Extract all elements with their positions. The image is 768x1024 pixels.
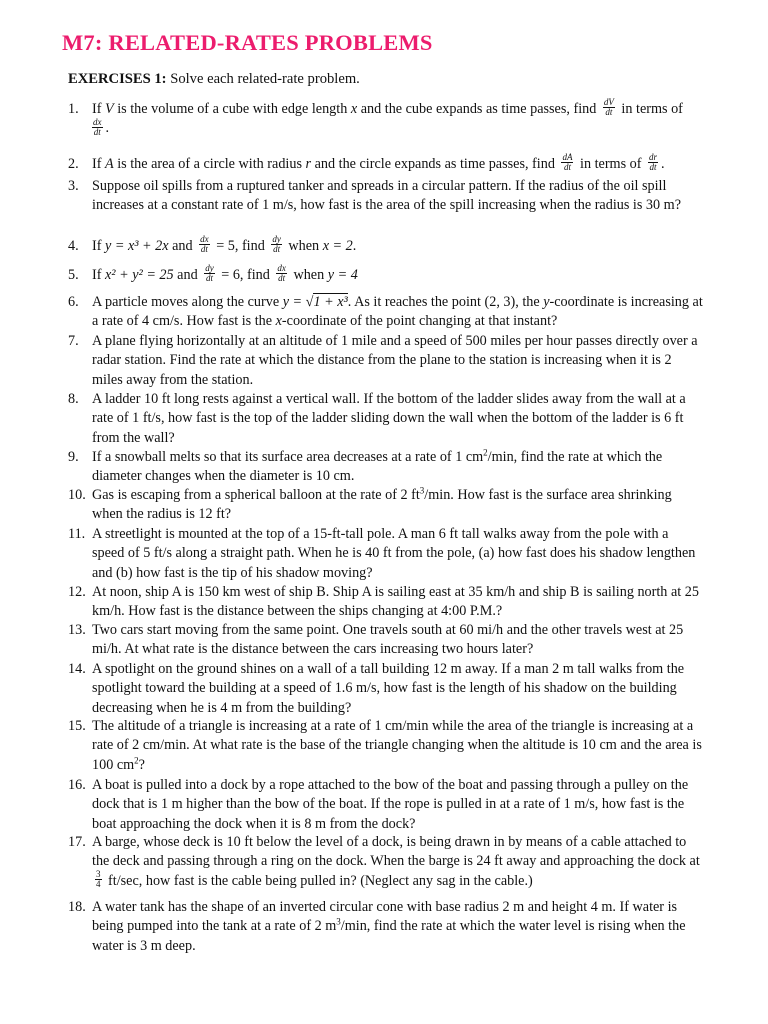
problem-4	[68, 234, 704, 256]
problem-8	[68, 390, 704, 448]
problem-13	[68, 621, 704, 660]
problem-text: The altitude of a triangle is increasing at a rate of 1 cm/min while the area of the triangle is increasing at a rate of 2 cm/min. At what rate is the base of the triangle changing when the altitude is 10 cm and the area is 100 $cm^2$?	[92, 718, 702, 773]
exercise-heading	[68, 69, 360, 89]
problem-15	[68, 717, 704, 775]
problem-14	[68, 660, 704, 718]
problem-text: If y = x³ + 2x and $\frac{dx}{dt}$ = 5, find $\frac{dy}{dt}$ when x = 2.	[92, 234, 357, 255]
problem-text: Gas is escaping from a spherical balloon at the rate of 2 $ft^3/\min$. How fast is the surface area shrinking when the radius is 12 ft?	[92, 485, 672, 523]
problem-number: 1.	[68, 101, 79, 117]
problem-number: 9.	[68, 449, 79, 465]
fraction: $\frac{dx}{dt}$	[200, 234, 209, 255]
problem-number: 14.	[68, 661, 86, 677]
problem-number: 10.	[68, 487, 86, 503]
problem-1	[68, 97, 704, 139]
problem-17	[68, 833, 704, 891]
problem-3	[68, 177, 704, 216]
problem-9	[68, 448, 704, 487]
problem-text: A barge, whose deck is 10 ft below the level of a dock, is being drawn in by means of a cable attached to the deck and passing through a ring on the dock. When the barge is 24 ft away and approaching the dock at $\frac{3}{4}$ ft/sec, how fast is the cable being pulled in? (Neglect any sag in the cable.)	[92, 834, 700, 890]
fraction: $\frac{dx}{dt}$	[93, 116, 102, 137]
problem-text: Two cars start moving from the same point. One travels south at 60 mi/h and the other travels west at 25 mi/h. At what rate is the distance between the cars increasing two hours later?	[92, 622, 684, 658]
fraction: $\frac{3}{4}$	[96, 869, 101, 890]
problem-16	[68, 776, 704, 834]
problem-2	[68, 152, 704, 174]
problem-5	[68, 263, 704, 285]
problem-number: 6.	[68, 294, 79, 310]
problem-number: 3.	[68, 178, 79, 194]
problem-text: Suppose oil spills from a ruptured tanker and spreads in a circular pattern. If the radius of the oil spill increases at a constant rate of 1 m/s, how fast is the area of the spill increasing when the radius is 30 m?	[92, 178, 681, 214]
fraction: $\frac{dy}{dt}$	[205, 263, 214, 284]
problem-text: A ladder 10 ft long rests against a vertical wall. If the bottom of the ladder slides away from the wall at a rate of 1 ft/s, how fast is the top of the ladder sliding down the wall when the bottom of the ladder is 6 ft from the wall?	[92, 391, 686, 446]
problem-number: 13.	[68, 622, 86, 638]
problem-number: 7.	[68, 333, 79, 349]
problem-text: A particle moves along the curve y = √1 + x³. As it reaches the point (2, 3), the y-coordinate is increasing at a rate of 4 cm/s. How fast is the x-coordinate of the point changing at that instant?	[92, 294, 703, 330]
exercise-instruction: Solve each related-rate problem.	[170, 71, 360, 87]
fraction: $\frac{dV}{dt}$	[603, 97, 614, 118]
problem-text: A plane flying horizontally at an altitude of 1 mile and a speed of 500 miles per hour passes directly over a radar station. Find the rate at which the distance from the plane to the station is increasing when it is 2 miles away from the station.	[92, 333, 698, 388]
fraction: $\frac{dy}{dt}$	[272, 234, 281, 255]
problem-number: 12.	[68, 584, 86, 600]
problem-text: At noon, ship A is 150 km west of ship B. Ship A is sailing east at 35 km/h and ship B is sailing north at 25 km/h. How fast is the distance between the ships changing at 4:00 P.M.?	[92, 584, 699, 620]
problem-number: 11.	[68, 526, 86, 542]
problem-number: 17.	[68, 834, 86, 850]
fraction: $\frac{dA}{dt}$	[562, 152, 573, 173]
problem-7	[68, 332, 704, 390]
problem-18	[68, 898, 704, 956]
problem-11	[68, 525, 704, 583]
fraction: $\frac{dr}{dt}$	[649, 152, 658, 173]
problem-text: A spotlight on the ground shines on a wall of a tall building 12 m away. If a man 2 m tall walks from the spotlight toward the building at a speed of 1.6 m/s, how fast is the length of his shadow on the building decreasing when he is 4 m from the building?	[92, 661, 685, 716]
fraction: $\frac{dx}{dt}$	[277, 263, 286, 284]
page-title: M7: RELATED-RATES PROBLEMS	[62, 30, 433, 55]
problem-number: 16.	[68, 777, 86, 793]
problem-text: If x² + y² = 25 and $\frac{dy}{dt}$ = 6, find $\frac{dx}{dt}$ when y = 4	[92, 263, 358, 284]
problem-number: 2.	[68, 156, 79, 172]
problem-text: If A is the area of a circle with radius r and the circle expands as time passes, find $\frac{dA}{dt}$ in terms of $\frac{dr}{dt}$ .	[92, 152, 665, 173]
exercise-label: EXERCISES 1:	[68, 71, 167, 87]
problem-text: A boat is pulled into a dock by a rope attached to the bow of the boat and passing through a pulley on the dock that is 1 m higher than the bow of the boat. If the rope is pulled in at a rate of 1 m/s, how fast is the boat approaching the dock when it is 8 m from the dock?	[92, 777, 689, 832]
problem-text: If a snowball melts so that its surface area decreases at a rate of 1 $cm^2/\min$, find the rate at which the diameter changes when the diameter is 10 cm.	[92, 447, 663, 485]
problem-number: 4.	[68, 238, 79, 254]
problem-12	[68, 583, 704, 622]
problem-number: 18.	[68, 899, 86, 915]
problem-6	[68, 293, 704, 332]
sqrt-sign: √	[305, 294, 314, 310]
problem-10	[68, 486, 704, 525]
problem-text: A streetlight is mounted at the top of a 15-ft-tall pole. A man 6 ft tall walks away from the pole with a speed of 5 ft/s along a straight path. When he is 40 ft from the pole, (a) how fast does his shadow lengthen and (b) how fast is the tip of his shadow moving?	[92, 526, 696, 581]
problem-number: 8.	[68, 391, 79, 407]
problem-text: If V is the volume of a cube with edge length x and the cube expands as time passes, find $\frac{dV}{dt}$ in terms of $\frac{dx}{dt}$ .	[92, 97, 683, 137]
problem-number: 15.	[68, 718, 86, 734]
problem-number: 5.	[68, 267, 79, 283]
problem-text: A water tank has the shape of an inverted circular cone with base radius 2 m and height 4 m. If water is being pumped into the tank at a rate of 2 $m^3/\min$, find the rate at which the water level is rising when the water is 3 m deep.	[92, 899, 686, 954]
